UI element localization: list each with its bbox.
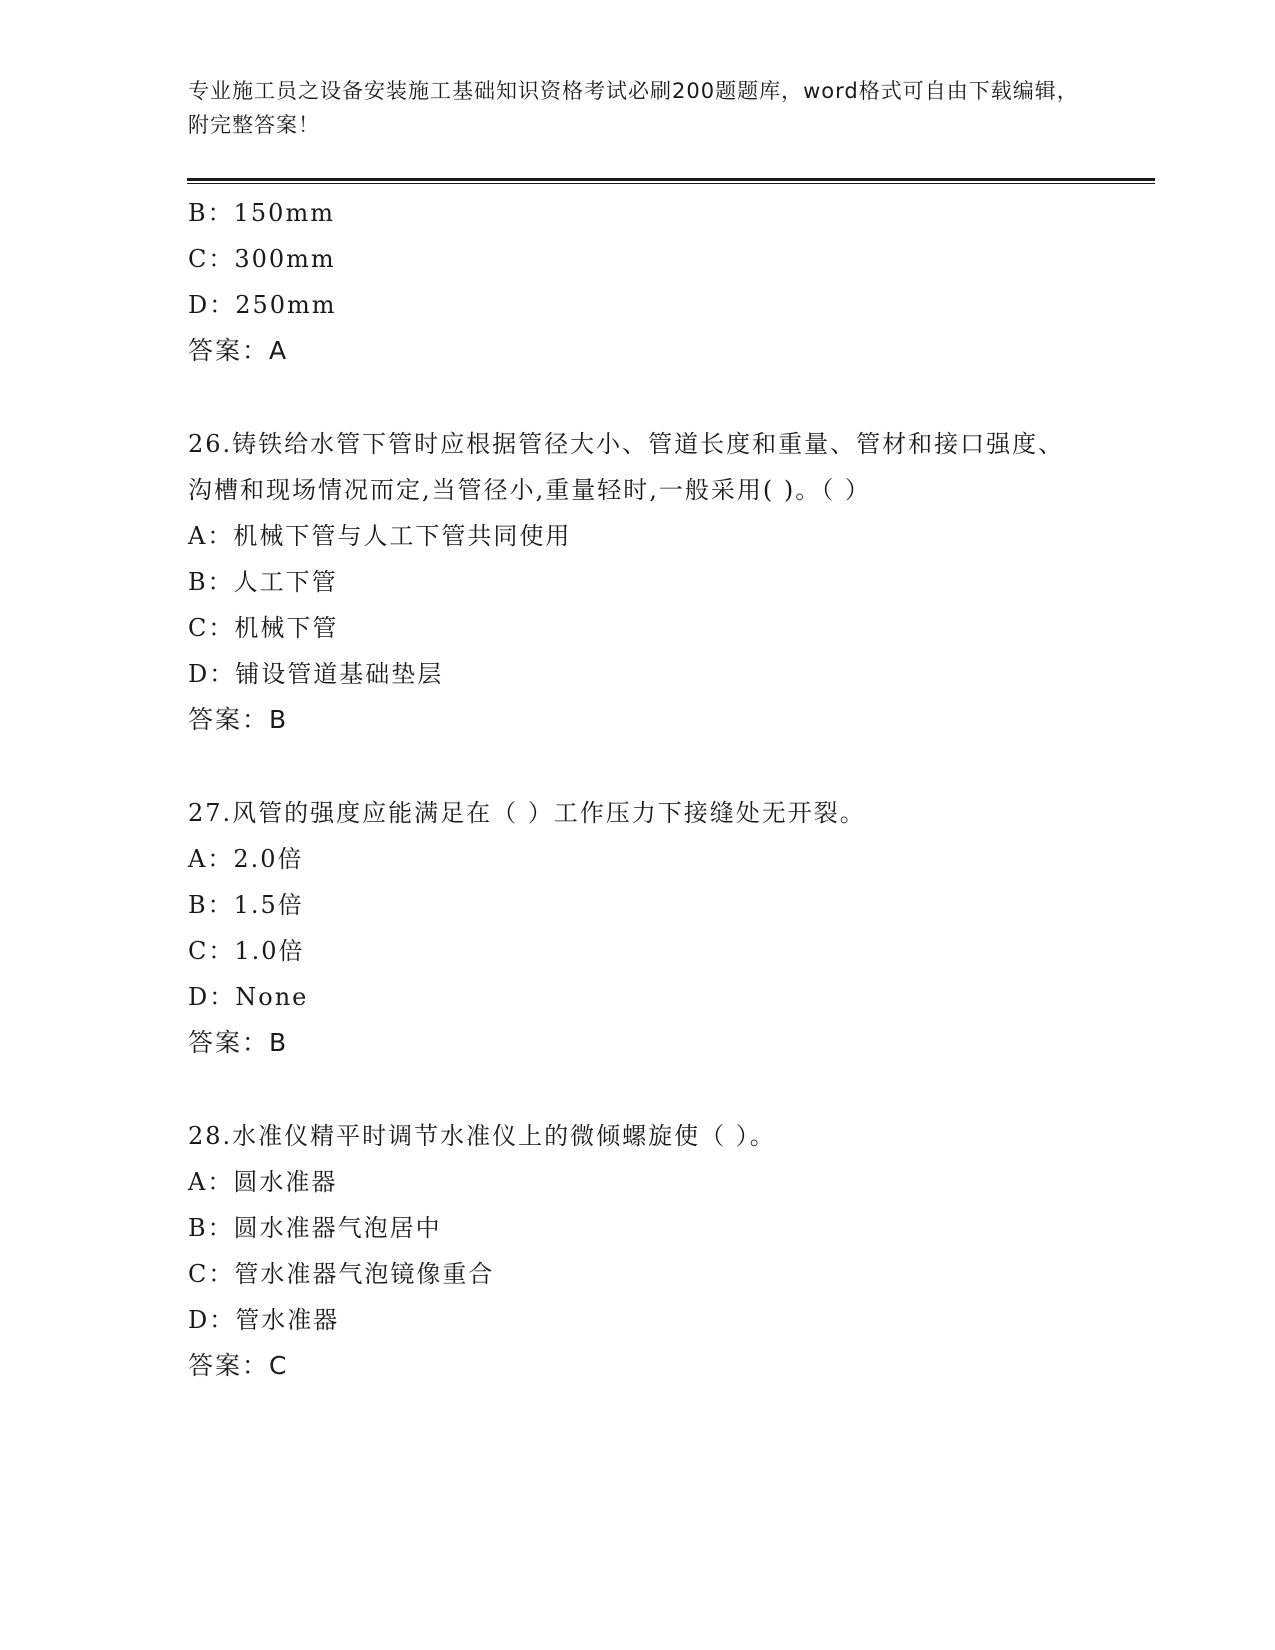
- page-content: [188, 190, 1088, 1389]
- question-28: [188, 1113, 1088, 1389]
- option-d: D：铺设管道基础垫层: [188, 660, 444, 688]
- previous-question-block: [188, 190, 1088, 374]
- header-rule-thin: [187, 183, 1155, 184]
- option-c: C：1.0倍: [188, 937, 305, 965]
- question-26: [188, 421, 1088, 743]
- header-rule: [187, 178, 1155, 181]
- answer-text: 答案：B: [188, 1028, 289, 1057]
- answer-text: 答案：C: [188, 1351, 289, 1380]
- option-d: D：管水准器: [188, 1306, 340, 1334]
- question-text: 27.风管的强度应能满足在（ ）工作压力下接缝处无开裂。: [188, 799, 866, 827]
- answer-text: 答案：A: [188, 336, 289, 365]
- option-b: B：人工下管: [188, 568, 338, 596]
- answer-text: 答案：B: [188, 705, 289, 734]
- document-header: 专业施工员之设备安装施工基础知识资格考试必刷200题题库，word格式可自由下载编辑，附完整答案！: [188, 79, 1079, 137]
- option-c: C：300mm: [188, 245, 336, 273]
- option-c: C：管水准器气泡镜像重合: [188, 1260, 495, 1288]
- option-d: D：250mm: [188, 291, 337, 319]
- question-27: [188, 790, 1088, 1066]
- option-b: B：1.5倍: [188, 891, 304, 919]
- question-text: 26.铸铁给水管下管时应根据管径大小、管道长度和重量、管材和接口强度、沟槽和现场情况而定,当管径小,重量轻时,一般采用( )。（ ）: [188, 430, 1065, 504]
- option-b: B：圆水准器气泡居中: [188, 1214, 442, 1242]
- option-a: A：机械下管与人工下管共同使用: [188, 522, 572, 550]
- option-a: A：2.0倍: [188, 845, 304, 873]
- option-a: A：圆水准器: [188, 1168, 338, 1196]
- option-c: C：机械下管: [188, 614, 339, 642]
- option-b: B：150mm: [188, 199, 335, 227]
- option-d: D：None: [188, 983, 309, 1011]
- question-text: 28.水准仪精平时调节水准仪上的微倾螺旋使（ ）。: [188, 1122, 776, 1150]
